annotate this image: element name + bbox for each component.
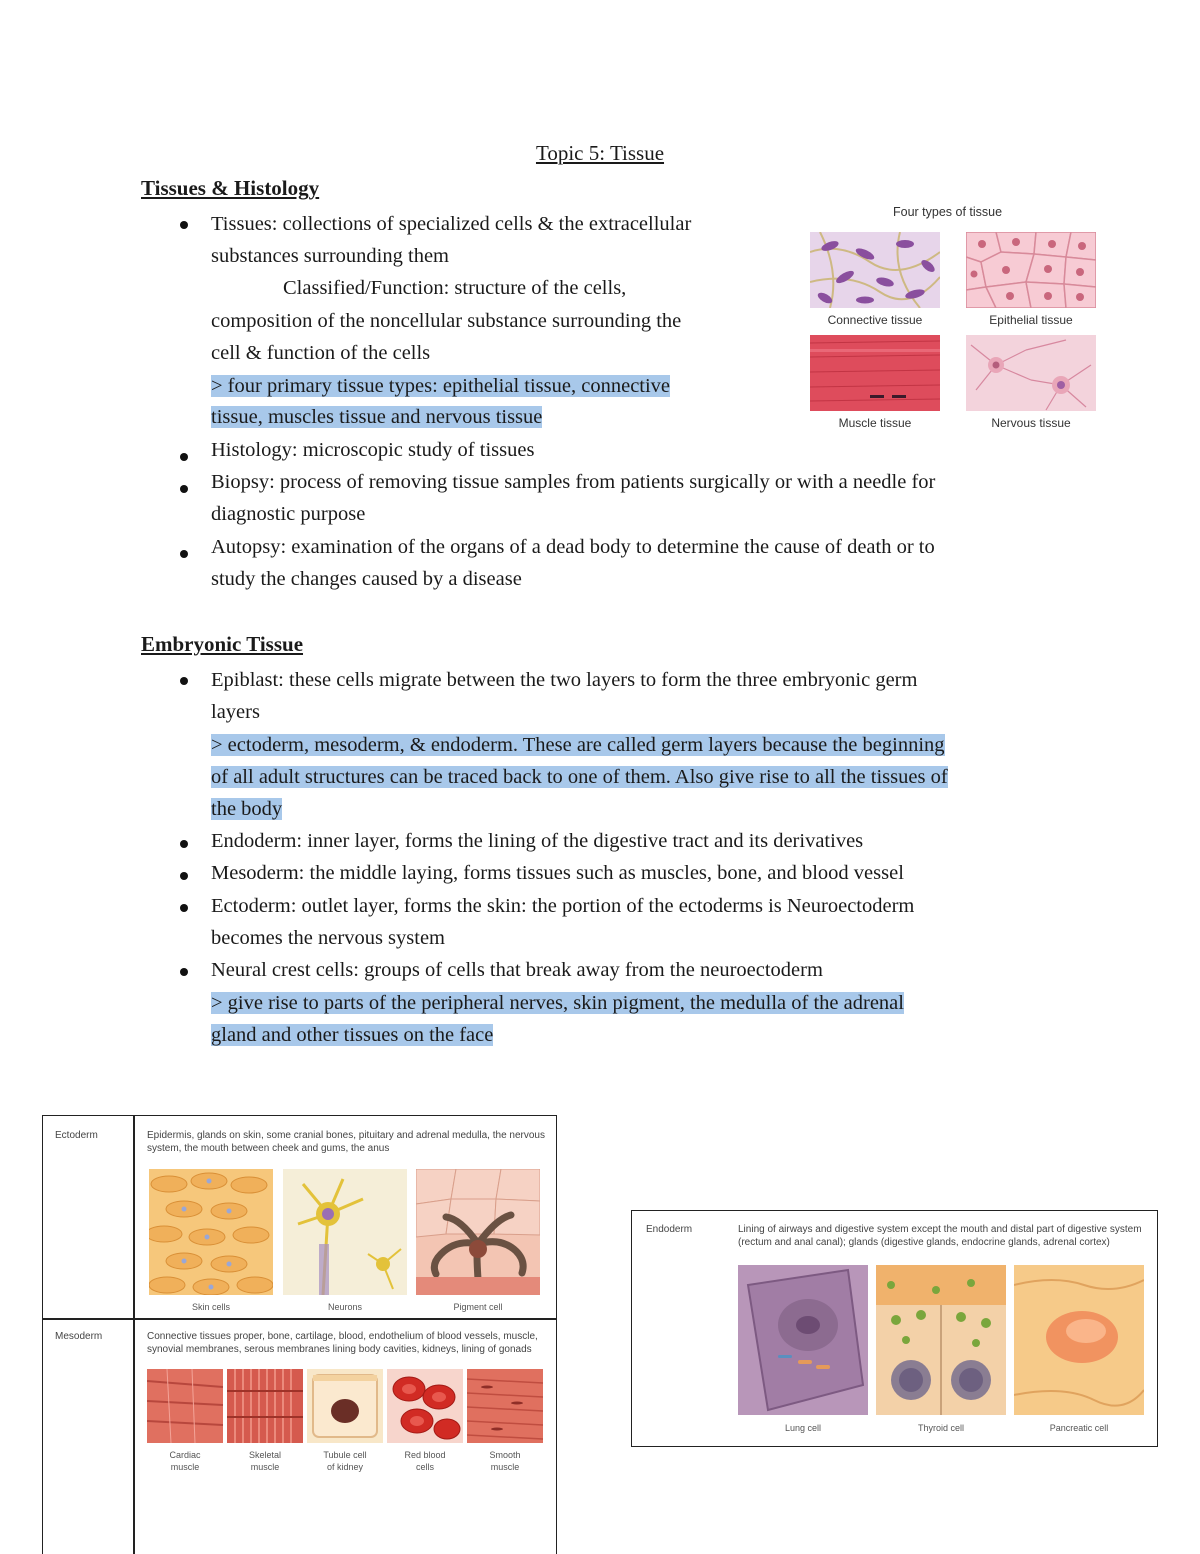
section-heading-tissues-histology: Tissues & Histology (141, 176, 320, 200)
neurons-image (283, 1169, 407, 1295)
text-line: composition of the noncellular substance surrounding the (211, 310, 682, 332)
thyroid-cell-image (876, 1265, 1006, 1415)
figure-title: Four types of tissue (893, 205, 1003, 219)
text-line: Endoderm: inner layer, forms the lining of the digestive tract and its derivatives (211, 830, 864, 852)
bullet (180, 677, 188, 685)
smooth-muscle-label: Smooth (489, 1450, 521, 1460)
tubule-cell-image (307, 1369, 383, 1443)
section-heading-embryonic-tissue: Embryonic Tissue (141, 632, 304, 656)
text-line: Neural crest cells: groups of cells that break away from the neuroectoderm (211, 959, 823, 981)
connective-tissue-label: Connective tissue (827, 313, 923, 327)
highlighted-text: the body (211, 798, 283, 820)
epithelial-tissue-label: Epithelial tissue (989, 313, 1073, 327)
skeletal-muscle-label: muscle (250, 1462, 280, 1472)
red-blood-cells-image (387, 1369, 463, 1443)
red-blood-cells-label: cells (415, 1462, 434, 1472)
bullet (180, 550, 188, 558)
highlighted-text: > give rise to parts of the peripheral nerves, skin pigment, the medulla of the adrenal (211, 992, 904, 1014)
text-line: Ectoderm: outlet layer, forms the skin: the portion of the ectoderms is Neuroectoderm (211, 895, 915, 917)
highlighted-text: tissue, muscles tissue and nervous tissue (211, 406, 543, 428)
mesoderm-description: Connective tissues proper, bone, cartilage, blood, endothelium of blood vessels, muscle, (147, 1331, 538, 1342)
pancreatic-cell-image (1014, 1265, 1144, 1415)
muscle-tissue-image (810, 335, 940, 411)
endoderm-label: Endoderm (646, 1224, 693, 1235)
text-line: Histology: microscopic study of tissues (211, 439, 535, 461)
ectoderm-description: system, the mouth between cheek and gums, the anus (147, 1143, 390, 1154)
muscle-tissue-label: Muscle tissue (838, 416, 912, 430)
text-line: cell & function of the cells (211, 342, 431, 364)
bullet (180, 485, 188, 493)
text-line: becomes the nervous system (211, 927, 445, 949)
cardiac-muscle-label: Cardiac (169, 1450, 201, 1460)
tubule-cell-label: Tubule cell (323, 1450, 367, 1460)
endoderm-figure (631, 1210, 1158, 1447)
cardiac-muscle-label: muscle (170, 1462, 200, 1472)
endoderm-description: Lining of airways and digestive system except the mouth and distal part of digestive system (738, 1224, 1142, 1235)
bullet (180, 968, 188, 976)
skeletal-muscle-image (227, 1369, 303, 1443)
text-line: Classified/Function: structure of the cells, (283, 277, 627, 299)
mesoderm-description: synovial membranes, serous membranes lining body cavities, kidneys, lining of gonads (147, 1344, 532, 1355)
bullet (180, 872, 188, 880)
pancreatic-cell-label: Pancreatic cell (1049, 1423, 1109, 1433)
lung-cell-label: Lung cell (784, 1423, 822, 1433)
text-line: substances surrounding them (211, 245, 449, 267)
smooth-muscle-label: muscle (490, 1462, 520, 1472)
cardiac-muscle-image (147, 1369, 223, 1443)
bullet (180, 904, 188, 912)
page-title: Topic 5: Tissue (535, 141, 665, 165)
highlighted-text: gland and other tissues on the face (211, 1024, 494, 1046)
endoderm-description: (rectum and anal canal); glands (digestive glands, endocrine glands, adrenal cortex) (738, 1237, 1110, 1248)
pigment-cell-label: Pigment cell (453, 1302, 503, 1312)
connective-tissue-image (810, 232, 940, 308)
skin-cells-label: Skin cells (191, 1302, 230, 1312)
red-blood-cells-label: Red blood (404, 1450, 446, 1460)
neurons-label: Neurons (327, 1302, 363, 1312)
text-line: Tissues: collections of specialized cells & the extracellular (211, 213, 692, 235)
text-line: Autopsy: examination of the organs of a dead body to determine the cause of death or to (211, 536, 935, 558)
highlighted-text: > ectoderm, mesoderm, & endoderm. These are called germ layers because the beginning (211, 734, 945, 756)
germ-layer-table (42, 1115, 557, 1554)
thyroid-cell-label: Thyroid cell (917, 1423, 964, 1433)
bullet (180, 221, 188, 229)
ectoderm-description: Epidermis, glands on skin, some cranial bones, pituitary and adrenal medulla, the nervous (147, 1130, 545, 1141)
text-line: diagnostic purpose (211, 503, 366, 525)
bullet (180, 453, 188, 461)
nervous-tissue-label: Nervous tissue (991, 416, 1071, 430)
text-line: study the changes caused by a disease (211, 568, 522, 590)
pigment-cell-image (416, 1169, 540, 1295)
skeletal-muscle-label: Skeletal (248, 1450, 282, 1460)
skin-cells-image (149, 1169, 273, 1295)
bullet (180, 840, 188, 848)
tubule-cell-label: of kidney (326, 1462, 364, 1472)
text-line: Mesoderm: the middle laying, forms tissues such as muscles, bone, and blood vessel (211, 862, 904, 884)
highlighted-text: of all adult structures can be traced back to one of them. Also give rise to all the tissues of (211, 766, 948, 788)
nervous-tissue-image (966, 335, 1096, 411)
text-line: layers (211, 701, 260, 723)
smooth-muscle-image (467, 1369, 543, 1443)
highlighted-text: > four primary tissue types: epithelial tissue, connective (211, 375, 671, 397)
lung-cell-image (738, 1265, 868, 1415)
ectoderm-label: Ectoderm (55, 1130, 98, 1141)
text-line: Biopsy: process of removing tissue samples from patients surgically or with a needle for (211, 471, 936, 493)
epithelial-tissue-image (966, 232, 1096, 308)
mesoderm-label: Mesoderm (55, 1331, 103, 1342)
text-line: Epiblast: these cells migrate between the two layers to form the three embryonic germ (211, 669, 918, 691)
